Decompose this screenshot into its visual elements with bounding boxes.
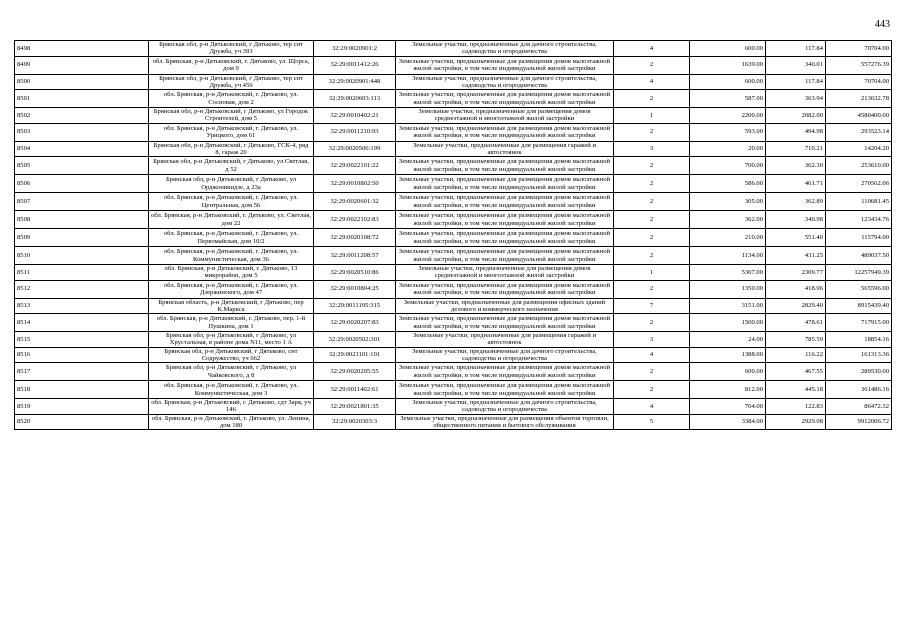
land-use-cell: Земельные участки, предназначенные для размещения домов малоэтажной жилой застройки, в том числе индивидуальной жилой застройки <box>396 211 614 229</box>
group-code-cell: 4 <box>614 347 690 363</box>
row-number: 8508 <box>15 211 149 229</box>
row-number: 8512 <box>15 280 149 298</box>
area-cell: 1500.00 <box>690 314 766 332</box>
address-cell: обл. Брянская, р-н Дятьковский, г. Дятьково, ул. Дзержинского, дом 47 <box>149 280 314 298</box>
land-use-cell: Земельные участки, предназначенные для размещения домов малоэтажной жилой застройки, в том числе индивидуальной жилой застройки <box>396 229 614 247</box>
cadastral-value-table <box>14 40 892 430</box>
cadastral-number-cell: 32:29:0010402:21 <box>314 108 396 124</box>
address-cell: Брянская обл, р-н Дятьковский, г Дятьково, снт Содружество, уч 662 <box>149 347 314 363</box>
land-use-cell: Земельные участки, предназначенные для размещения домов малоэтажной жилой застройки, в том числе индивидуальной жилой застройки <box>396 123 614 141</box>
cadastral-number-cell: 32:29:0020901:2 <box>314 41 396 57</box>
group-code-cell: 7 <box>614 298 690 314</box>
cadastral-value-cell: 565596.00 <box>826 280 892 298</box>
land-use-cell: Земельные участки, предназначенные для размещения домов малоэтажной жилой застройки, в том числе индивидуальной жилой застройки <box>396 56 614 74</box>
row-number: 8517 <box>15 363 149 381</box>
row-number: 8516 <box>15 347 149 363</box>
cadastral-value-cell: 253610.00 <box>826 157 892 175</box>
row-number: 8520 <box>15 414 149 430</box>
group-code-cell: 2 <box>614 56 690 74</box>
address-cell: обл. Брянская, р-н Дятьковский, г. Дятьково, ул. Щорса, дом 9 <box>149 56 314 74</box>
address-cell: обл. Брянская, р-н Дятьковский, г. Дятьково, пер. 1-й Пушкина, дом 1 <box>149 314 314 332</box>
cadastral-number-cell: 32:29:0020506:199 <box>314 141 396 157</box>
area-cell: 704.00 <box>690 399 766 415</box>
group-code-cell: 3 <box>614 332 690 348</box>
cadastral-value-cell: 70704.00 <box>826 74 892 90</box>
cadastral-value-cell: 161313.36 <box>826 347 892 363</box>
table-row <box>15 332 892 348</box>
specific-value-cell: 117.84 <box>766 74 826 90</box>
table-row <box>15 347 892 363</box>
cadastral-value-cell: 270562.06 <box>826 175 892 193</box>
table-row <box>15 314 892 332</box>
specific-value-cell: 116.22 <box>766 347 826 363</box>
cadastral-number-cell: 32:29:0011402:61 <box>314 381 396 399</box>
area-cell: 600.00 <box>690 41 766 57</box>
cadastral-value-cell: 115794.00 <box>826 229 892 247</box>
area-cell: 1639.00 <box>690 56 766 74</box>
area-cell: 5307.00 <box>690 265 766 281</box>
specific-value-cell: 478.61 <box>766 314 826 332</box>
address-cell: Брянская обл, р-н Дятьковский, г Дятьково, ул Хрустальная, в районе дома N11, место 1 А <box>149 332 314 348</box>
specific-value-cell: 117.84 <box>766 41 826 57</box>
cadastral-value-cell: 9912006.72 <box>826 414 892 430</box>
row-number: 8498 <box>15 41 149 57</box>
address-cell: обл. Брянская, р-н Дятьковский, г. Дятьково, ул. Светлая, дом 22 <box>149 211 314 229</box>
row-number: 8518 <box>15 381 149 399</box>
area-cell: 812.00 <box>690 381 766 399</box>
row-number: 8513 <box>15 298 149 314</box>
area-cell: 20.00 <box>690 141 766 157</box>
group-code-cell: 2 <box>614 123 690 141</box>
land-use-cell: Земельные участки, предназначенные для размещения домов среднеэтажной и многоэтажной жилой застройки <box>396 108 614 124</box>
cadastral-value-cell: 280530.00 <box>826 363 892 381</box>
cadastral-number-cell: 32:29:0020108:72 <box>314 229 396 247</box>
cadastral-number-cell: 32:29:0021801:35 <box>314 399 396 415</box>
land-use-cell: Земельные участки, предназначенные для дачного строительства, садоводства и огородничества <box>396 347 614 363</box>
land-use-cell: Земельные участки, предназначенные для размещения офисных зданий делового и коммерческого назначения <box>396 298 614 314</box>
land-use-cell: Земельные участки, предназначенные для размещения домов малоэтажной жилой застройки, в том числе индивидуальной жилой застройки <box>396 247 614 265</box>
area-cell: 587.00 <box>690 90 766 108</box>
cadastral-number-cell: 32:29:0020207:83 <box>314 314 396 332</box>
specific-value-cell: 785.59 <box>766 332 826 348</box>
address-cell: обл. Брянская, р-н Дятьковский, г. Дятьково, ул. Центральная, дом 56 <box>149 193 314 211</box>
area-cell: 362.00 <box>690 211 766 229</box>
land-use-cell: Земельные участки, предназначенные для размещения домов малоэтажной жилой застройки, в том числе индивидуальной жилой застройки <box>396 381 614 399</box>
row-number: 8499 <box>15 56 149 74</box>
specific-value-cell: 362.30 <box>766 157 826 175</box>
group-code-cell: 1 <box>614 108 690 124</box>
area-cell: 1350.00 <box>690 280 766 298</box>
specific-value-cell: 2929.08 <box>766 414 826 430</box>
specific-value-cell: 363.94 <box>766 90 826 108</box>
land-use-cell: Земельные участки, предназначенные для дачного строительства, садоводства и огородничества <box>396 41 614 57</box>
specific-value-cell: 340.01 <box>766 56 826 74</box>
cadastral-value-cell: 8915439.40 <box>826 298 892 314</box>
cadastral-number-cell: 32:29:0011412:26 <box>314 56 396 74</box>
row-number: 8505 <box>15 157 149 175</box>
row-number: 8506 <box>15 175 149 193</box>
cadastral-value-cell: 557276.39 <box>826 56 892 74</box>
row-number: 8510 <box>15 247 149 265</box>
address-cell: Брянская обл, р-н Дятьковский, г Дятьково, ул Светлая, д 52 <box>149 157 314 175</box>
specific-value-cell: 431.25 <box>766 247 826 265</box>
table-row <box>15 363 892 381</box>
address-cell: Брянская область, р-н Дятьковский, г Дятьково, пер К.Маркса <box>149 298 314 314</box>
land-use-cell: Земельные участки, предназначенные для размещения домов малоэтажной жилой застройки, в том числе индивидуальной жилой застройки <box>396 175 614 193</box>
address-cell: Брянская обл, р-н Дятьковский, г Дятьково, тер снт Дружба, уч 459 <box>149 74 314 90</box>
address-cell: обл. Брянская, р-н Дятьковский, г. Дятьково, ул. Коммунистическая, дом 3 <box>149 381 314 399</box>
cadastral-number-cell: 32:29:0011105:315 <box>314 298 396 314</box>
land-use-cell: Земельные участки, предназначенные для размещения домов малоэтажной жилой застройки, в том числе индивидуальной жилой застройки <box>396 90 614 108</box>
specific-value-cell: 494.98 <box>766 123 826 141</box>
land-use-cell: Земельные участки, предназначенные для размещения домов среднеэтажной и многоэтажной жилой застройки <box>396 265 614 281</box>
table-row <box>15 381 892 399</box>
area-cell: 1388.00 <box>690 347 766 363</box>
group-code-cell: 5 <box>614 414 690 430</box>
land-use-cell: Земельные участки, предназначенные для размещения гаражей и автостоянок <box>396 141 614 157</box>
group-code-cell: 2 <box>614 280 690 298</box>
table-row <box>15 175 892 193</box>
specific-value-cell: 2082.00 <box>766 108 826 124</box>
group-code-cell: 2 <box>614 381 690 399</box>
table-row <box>15 280 892 298</box>
land-use-cell: Земельные участки, предназначенные для размещения домов малоэтажной жилой застройки, в том числе индивидуальной жилой застройки <box>396 363 614 381</box>
group-code-cell: 4 <box>614 41 690 57</box>
cadastral-number-cell: 32:29:0020502:301 <box>314 332 396 348</box>
group-code-cell: 4 <box>614 74 690 90</box>
area-cell: 600.00 <box>690 363 766 381</box>
table-body <box>15 41 892 430</box>
cadastral-number-cell: 32:29:0020601:32 <box>314 193 396 211</box>
land-use-cell: Земельные участки, предназначенные для размещения объектов торговли, общественного питания и бытового обслуживания <box>396 414 614 430</box>
cadastral-value-cell: 213632.78 <box>826 90 892 108</box>
address-cell: обл. Брянская, р-н Дятьковский, г. Дятьково, ул. Урицкого, дом 61 <box>149 123 314 141</box>
specific-value-cell: 2309.77 <box>766 265 826 281</box>
specific-value-cell: 2829.40 <box>766 298 826 314</box>
table-row <box>15 56 892 74</box>
cadastral-number-cell: 32:29:0010802:50 <box>314 175 396 193</box>
group-code-cell: 2 <box>614 193 690 211</box>
cadastral-value-cell: 717915.00 <box>826 314 892 332</box>
group-code-cell: 2 <box>614 363 690 381</box>
cadastral-value-cell: 361486.16 <box>826 381 892 399</box>
row-number: 8507 <box>15 193 149 211</box>
area-cell: 3151.00 <box>690 298 766 314</box>
page-number: 443 <box>875 19 890 30</box>
group-code-cell: 4 <box>614 399 690 415</box>
cadastral-value-cell: 293523.14 <box>826 123 892 141</box>
cadastral-value-cell: 86472.32 <box>826 399 892 415</box>
row-number: 8519 <box>15 399 149 415</box>
row-number: 8515 <box>15 332 149 348</box>
table-row <box>15 141 892 157</box>
table-row <box>15 298 892 314</box>
group-code-cell: 2 <box>614 90 690 108</box>
group-code-cell: 2 <box>614 229 690 247</box>
row-number: 8509 <box>15 229 149 247</box>
cadastral-number-cell: 32:29:0020603:113 <box>314 90 396 108</box>
specific-value-cell: 445.18 <box>766 381 826 399</box>
area-cell: 1134.00 <box>690 247 766 265</box>
cadastral-number-cell: 32:29:0011208:57 <box>314 247 396 265</box>
specific-value-cell: 710.21 <box>766 141 826 157</box>
land-use-cell: Земельные участки, предназначенные для дачного строительства, садоводства и огородничества <box>396 74 614 90</box>
land-use-cell: Земельные участки, предназначенные для размещения домов малоэтажной жилой застройки, в том числе индивидуальной жилой застройки <box>396 157 614 175</box>
row-number: 8503 <box>15 123 149 141</box>
address-cell: Брянская обл, р-н Дятьковский, г Дятьково, ГСК-4, ряд 8, гараж 20 <box>149 141 314 157</box>
group-code-cell: 3 <box>614 141 690 157</box>
cadastral-value-cell: 4580400.00 <box>826 108 892 124</box>
cadastral-number-cell: 32:29:0010804:25 <box>314 280 396 298</box>
cadastral-number-cell: 32:29:0021101:101 <box>314 347 396 363</box>
cadastral-number-cell: 32:29:0022101:22 <box>314 157 396 175</box>
table-row <box>15 414 892 430</box>
table-row <box>15 211 892 229</box>
address-cell: обл. Брянская, р-н Дятьковский, г. Дятьково, ул. Ленина, дом 180 <box>149 414 314 430</box>
area-cell: 210.00 <box>690 229 766 247</box>
address-cell: обл. Брянская, р-н Дятьковский, г. Дятьково, ул. Сосновая, дом 2 <box>149 90 314 108</box>
row-number: 8504 <box>15 141 149 157</box>
address-cell: Брянская обл, р-н Дятьковский, г Дятьково, тер снт Дружба, уч 393 <box>149 41 314 57</box>
table-row <box>15 265 892 281</box>
group-code-cell: 2 <box>614 247 690 265</box>
specific-value-cell: 340.98 <box>766 211 826 229</box>
land-use-cell: Земельные участки, предназначенные для размещения домов малоэтажной жилой застройки, в том числе индивидуальной жилой застройки <box>396 280 614 298</box>
address-cell: Брянская обл, р-н Дятьковский, г Дятьково, ул Городок Строителей, дом 5 <box>149 108 314 124</box>
table-row <box>15 399 892 415</box>
group-code-cell: 2 <box>614 157 690 175</box>
cadastral-number-cell: 32:29:0020510:86 <box>314 265 396 281</box>
cadastral-value-cell: 489037.50 <box>826 247 892 265</box>
specific-value-cell: 461.71 <box>766 175 826 193</box>
group-code-cell: 2 <box>614 211 690 229</box>
area-cell: 3384.00 <box>690 414 766 430</box>
cadastral-value-cell: 12257949.39 <box>826 265 892 281</box>
group-code-cell: 2 <box>614 175 690 193</box>
cadastral-number-cell: 32:29:0020205:55 <box>314 363 396 381</box>
table-row <box>15 41 892 57</box>
land-use-cell: Земельные участки, предназначенные для дачного строительства, садоводства и огородничества <box>396 399 614 415</box>
row-number: 8511 <box>15 265 149 281</box>
row-number: 8501 <box>15 90 149 108</box>
cadastral-number-cell: 32:29:0020303:3 <box>314 414 396 430</box>
cadastral-number-cell: 32:29:0011210:93 <box>314 123 396 141</box>
specific-value-cell: 467.55 <box>766 363 826 381</box>
area-cell: 24.00 <box>690 332 766 348</box>
table-row <box>15 229 892 247</box>
group-code-cell: 2 <box>614 314 690 332</box>
cadastral-number-cell: 32:29:0022102:83 <box>314 211 396 229</box>
address-cell: Брянская обл, р-н Дятьковский, г Дятьково, ул Чайковского, д 8 <box>149 363 314 381</box>
row-number: 8500 <box>15 74 149 90</box>
table-row <box>15 108 892 124</box>
area-cell: 600.00 <box>690 74 766 90</box>
area-cell: 593.00 <box>690 123 766 141</box>
address-cell: обл. Брянская, р-н Дятьковский, г. Дятьково, 13 микрорайон, дом 5 <box>149 265 314 281</box>
cadastral-number-cell: 32:29:0020901:448 <box>314 74 396 90</box>
specific-value-cell: 122.83 <box>766 399 826 415</box>
specific-value-cell: 418.96 <box>766 280 826 298</box>
table-row <box>15 193 892 211</box>
cadastral-value-cell: 110681.45 <box>826 193 892 211</box>
address-cell: Брянская обл, р-н Дятьковский, г Дятьково, ул Орджоникидзе, д 23а <box>149 175 314 193</box>
area-cell: 305.00 <box>690 193 766 211</box>
row-number: 8502 <box>15 108 149 124</box>
table-row <box>15 247 892 265</box>
cadastral-value-cell: 123434.76 <box>826 211 892 229</box>
row-number: 8514 <box>15 314 149 332</box>
area-cell: 586.00 <box>690 175 766 193</box>
land-use-cell: Земельные участки, предназначенные для размещения домов малоэтажной жилой застройки, в том числе индивидуальной жилой застройки <box>396 193 614 211</box>
table-row <box>15 74 892 90</box>
address-cell: обл. Брянская, р-н Дятьковский, г. Дятьково, ул. Первомайская, дом 10/2 <box>149 229 314 247</box>
area-cell: 2200.00 <box>690 108 766 124</box>
table-row <box>15 157 892 175</box>
land-use-cell: Земельные участки, предназначенные для размещения гаражей и автостоянок <box>396 332 614 348</box>
specific-value-cell: 551.40 <box>766 229 826 247</box>
address-cell: обл. Брянская, р-н Дятьковский, г. Дятьково, ул. Коммунистическая, дом 36 <box>149 247 314 265</box>
table-row <box>15 123 892 141</box>
land-use-cell: Земельные участки, предназначенные для размещения домов малоэтажной жилой застройки, в том числе индивидуальной жилой застройки <box>396 314 614 332</box>
cadastral-value-cell: 70704.00 <box>826 41 892 57</box>
address-cell: обл. Брянская, р-н Дятьковский, г. Дятьково, сдт Заря, уч 146 <box>149 399 314 415</box>
cadastral-value-cell: 14204.20 <box>826 141 892 157</box>
specific-value-cell: 362.89 <box>766 193 826 211</box>
group-code-cell: 1 <box>614 265 690 281</box>
cadastral-value-cell: 18854.16 <box>826 332 892 348</box>
area-cell: 700.00 <box>690 157 766 175</box>
table-row <box>15 90 892 108</box>
